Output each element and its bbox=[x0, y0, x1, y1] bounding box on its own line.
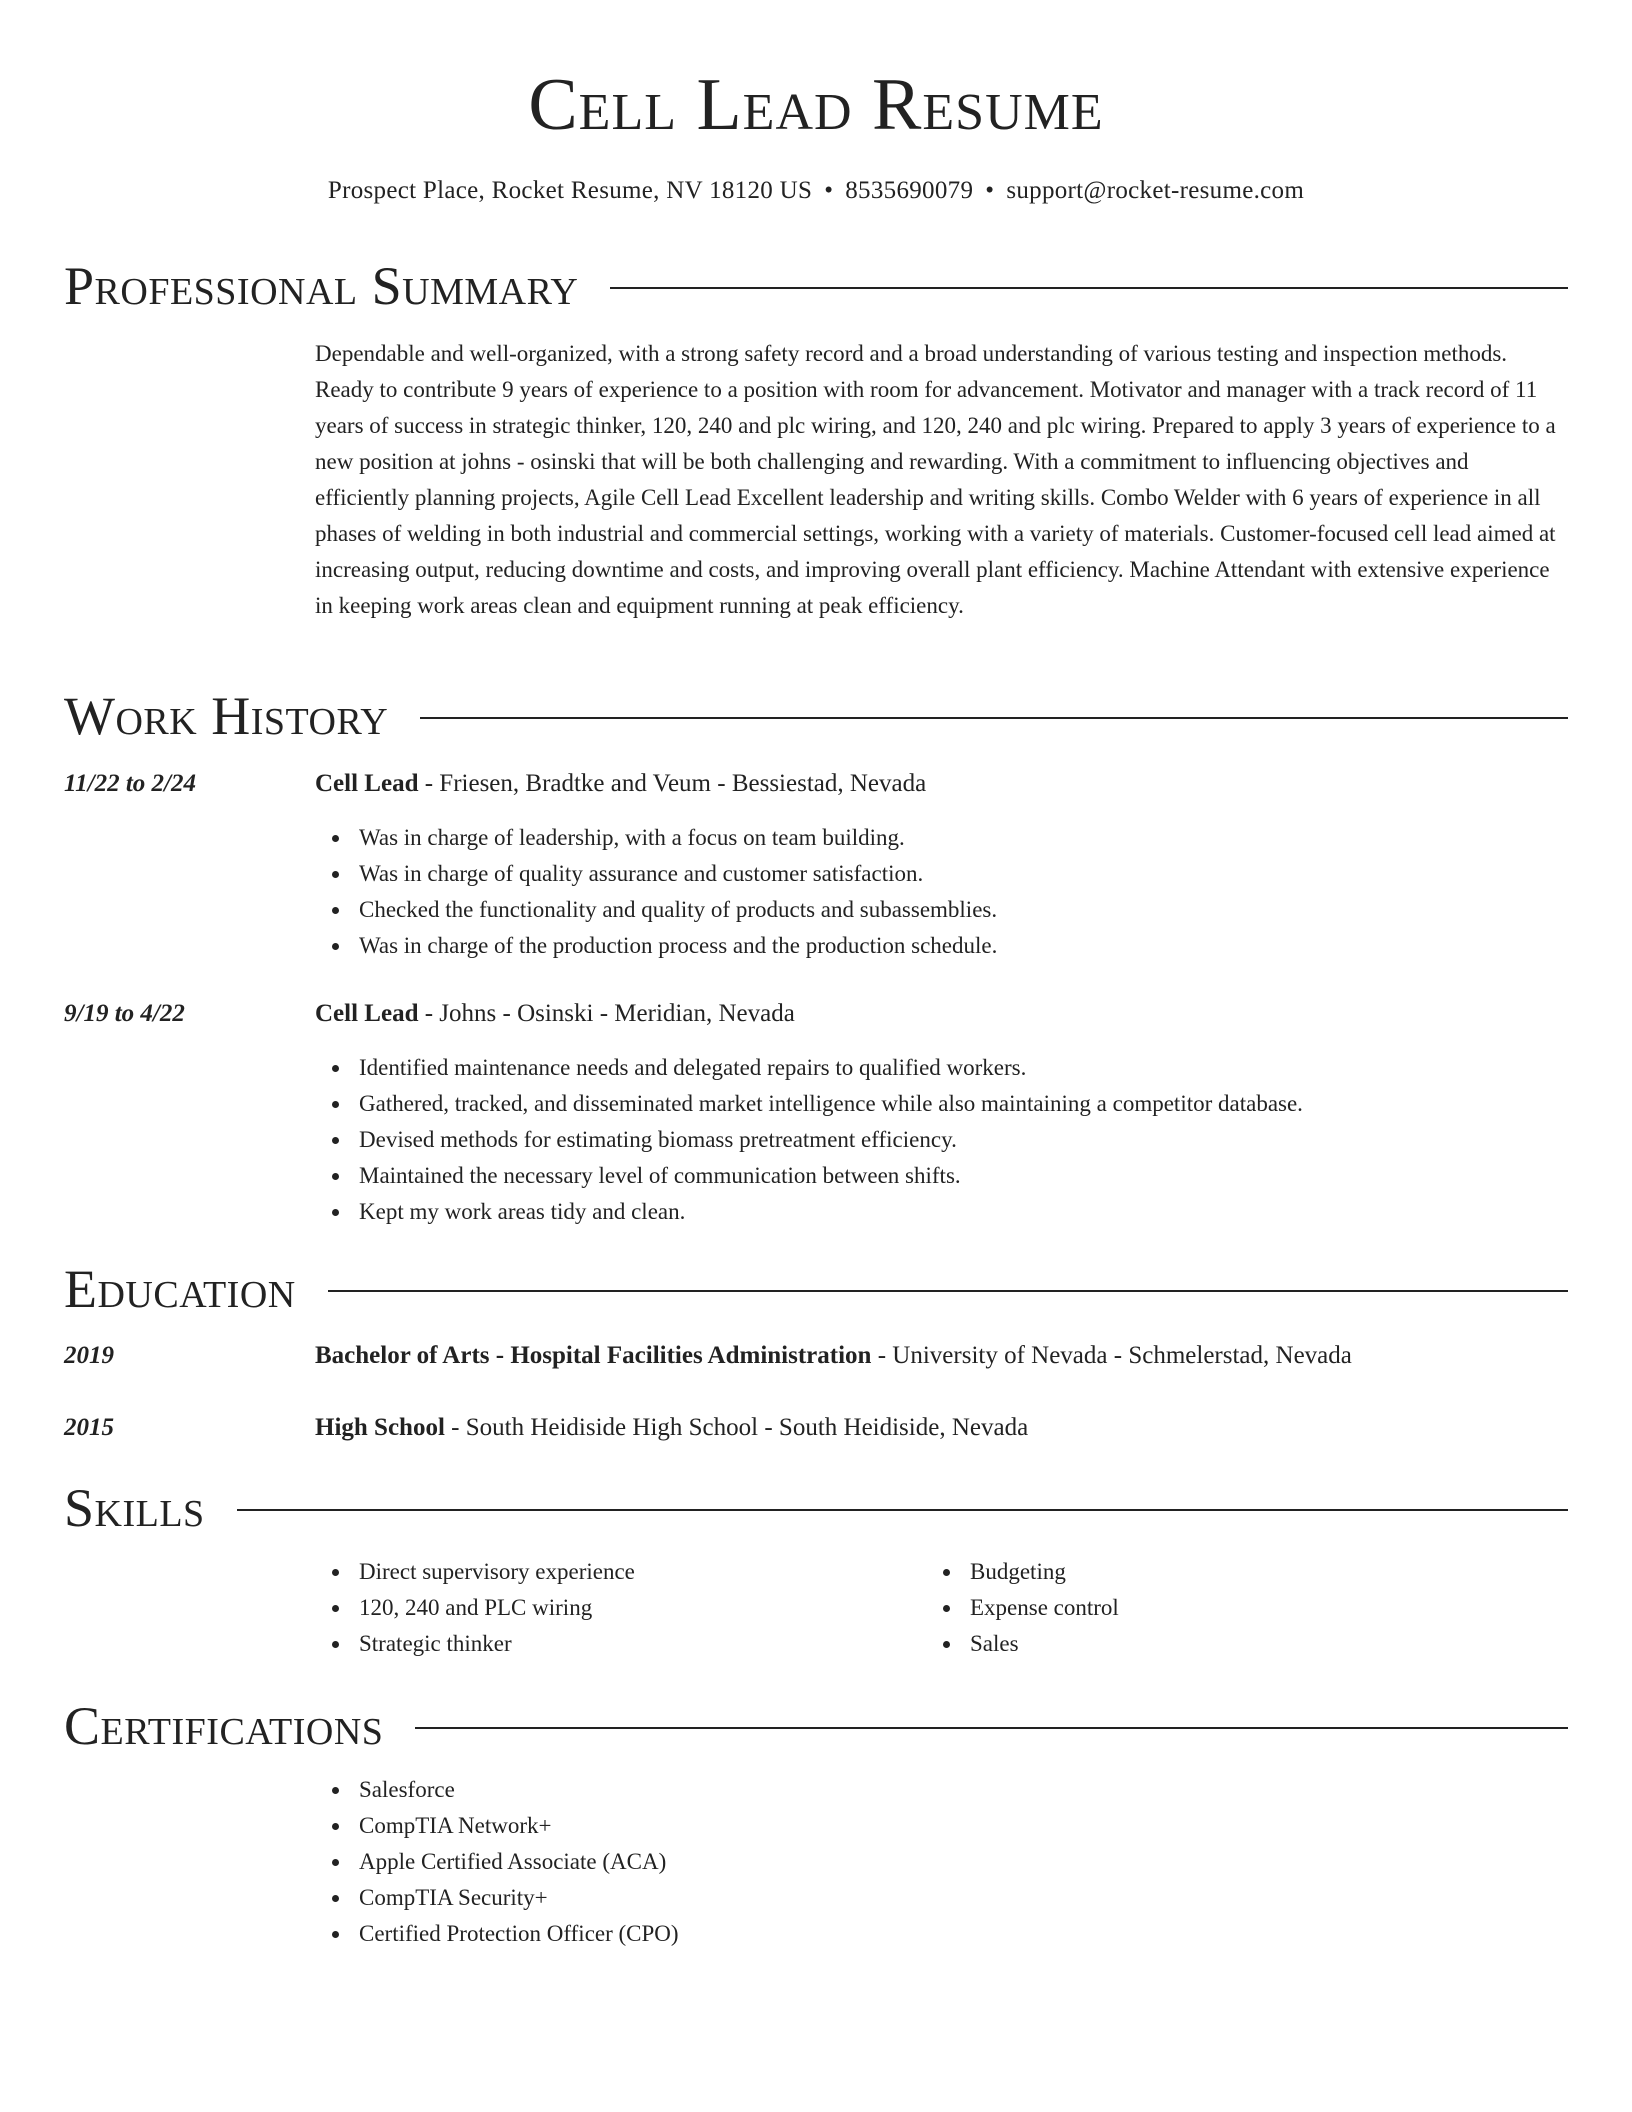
job-date: 9/19 to 4/22 bbox=[64, 1000, 185, 1027]
list-item: Strategic thinker bbox=[359, 1626, 929, 1662]
list-item: Devised methods for estimating biomass pretreatment efficiency. bbox=[359, 1122, 1568, 1158]
job-bullets bbox=[315, 820, 1568, 964]
job-employer: - Johns - Osinski - Meridian, Nevada bbox=[418, 1000, 795, 1027]
certifications-list bbox=[315, 1772, 1568, 1952]
summary-text: Dependable and well-organized, with a strong safety record and a broad understanding of various testing and inspection methods. Ready to contribute 9 years of experience to a position with room for advancement. Motivator and manager with a track record of 11 years of success in strategic thinker, 120, 240 and plc wiring, and 120, 240 and plc wiring. Prepared to apply 3 years of experience to a new position at johns - osinski that will be both challenging and rewarding. With a commitment to influencing objectives and efficiently planning projects, Agile Cell Lead Excellent leadership and writing skills. Combo Welder with 6 years of experience in all phases of welding in both industrial and commercial settings, working with a variety of materials. Customer-focused cell lead aimed at increasing output, reducing downtime and costs, and improving overall plant efficiency. Machine Attendant with extensive experience in keeping work areas clean and equipment running at peak efficiency. bbox=[315, 341, 1556, 618]
list-item: Budgeting bbox=[970, 1554, 1568, 1590]
education-line bbox=[315, 1338, 1568, 1374]
job-bullets bbox=[315, 1050, 1568, 1230]
section-header-skills bbox=[64, 1476, 1568, 1540]
section-title-summary: Professional Summary bbox=[64, 256, 579, 316]
contact-line bbox=[64, 174, 1568, 208]
contact-separator: • bbox=[985, 177, 995, 204]
job-date: 11/22 to 2/24 bbox=[64, 770, 196, 797]
contact-address: Prospect Place, Rocket Resume, NV 18120 US bbox=[327, 177, 813, 204]
contact-phone: 8535690079 bbox=[845, 177, 974, 204]
section-divider bbox=[420, 717, 1568, 719]
list-item: Was in charge of leadership, with a focus on team building. bbox=[359, 820, 1568, 856]
list-item: Direct supervisory experience bbox=[359, 1554, 929, 1590]
job-title-line bbox=[315, 996, 1568, 1032]
section-title-work: Work History bbox=[64, 686, 389, 746]
skills-list-left bbox=[315, 1554, 929, 1662]
job-title: Cell Lead bbox=[315, 770, 419, 797]
list-item: Salesforce bbox=[359, 1772, 1568, 1808]
job-title: Cell Lead bbox=[315, 1000, 419, 1027]
section-title-certifications: Certifications bbox=[64, 1696, 384, 1756]
section-title-skills: Skills bbox=[64, 1478, 205, 1538]
list-item: Sales bbox=[970, 1626, 1568, 1662]
section-header-work bbox=[64, 684, 1568, 748]
section-divider bbox=[610, 287, 1568, 289]
list-item: 120, 240 and PLC wiring bbox=[359, 1590, 929, 1626]
list-item: Was in charge of quality assurance and customer satisfaction. bbox=[359, 856, 1568, 892]
resume-title: Cell Lead Resume bbox=[528, 64, 1104, 146]
list-item: Apple Certified Associate (ACA) bbox=[359, 1844, 1568, 1880]
education-degree: Bachelor of Arts - Hospital Facilities Administration bbox=[315, 1342, 872, 1369]
contact-email: support@rocket-resume.com bbox=[1006, 177, 1305, 204]
list-item: Gathered, tracked, and disseminated market intelligence while also maintaining a competitor database. bbox=[359, 1086, 1568, 1122]
list-item: CompTIA Network+ bbox=[359, 1808, 1568, 1844]
section-divider bbox=[415, 1727, 1568, 1729]
list-item: Identified maintenance needs and delegated repairs to qualified workers. bbox=[359, 1050, 1568, 1086]
job-title-line bbox=[315, 766, 1568, 802]
section-divider bbox=[237, 1509, 1568, 1511]
section-header-certifications bbox=[64, 1694, 1568, 1758]
education-school: - South Heidiside High School - South Heidiside, Nevada bbox=[444, 1414, 1029, 1441]
section-title-education: Education bbox=[64, 1259, 296, 1319]
section-header-education bbox=[64, 1257, 1568, 1321]
education-date: 2019 bbox=[64, 1342, 114, 1369]
education-line bbox=[315, 1410, 1568, 1446]
job-employer: - Friesen, Bradtke and Veum - Bessiestad, Nevada bbox=[418, 770, 927, 797]
section-divider bbox=[328, 1290, 1568, 1292]
education-school: - University of Nevada - Schmelerstad, Nevada bbox=[871, 1342, 1352, 1369]
education-date: 2015 bbox=[64, 1414, 114, 1441]
section-header-summary bbox=[64, 254, 1568, 318]
list-item: Maintained the necessary level of communication between shifts. bbox=[359, 1158, 1568, 1194]
list-item: Certified Protection Officer (CPO) bbox=[359, 1916, 1568, 1952]
education-degree: High School bbox=[315, 1414, 445, 1441]
list-item: Was in charge of the production process and the production schedule. bbox=[359, 928, 1568, 964]
list-item: CompTIA Security+ bbox=[359, 1880, 1568, 1916]
skills-list-right bbox=[926, 1554, 1568, 1662]
list-item: Expense control bbox=[970, 1590, 1568, 1626]
contact-separator: • bbox=[824, 177, 834, 204]
list-item: Checked the functionality and quality of products and subassemblies. bbox=[359, 892, 1568, 928]
list-item: Kept my work areas tidy and clean. bbox=[359, 1194, 1568, 1230]
